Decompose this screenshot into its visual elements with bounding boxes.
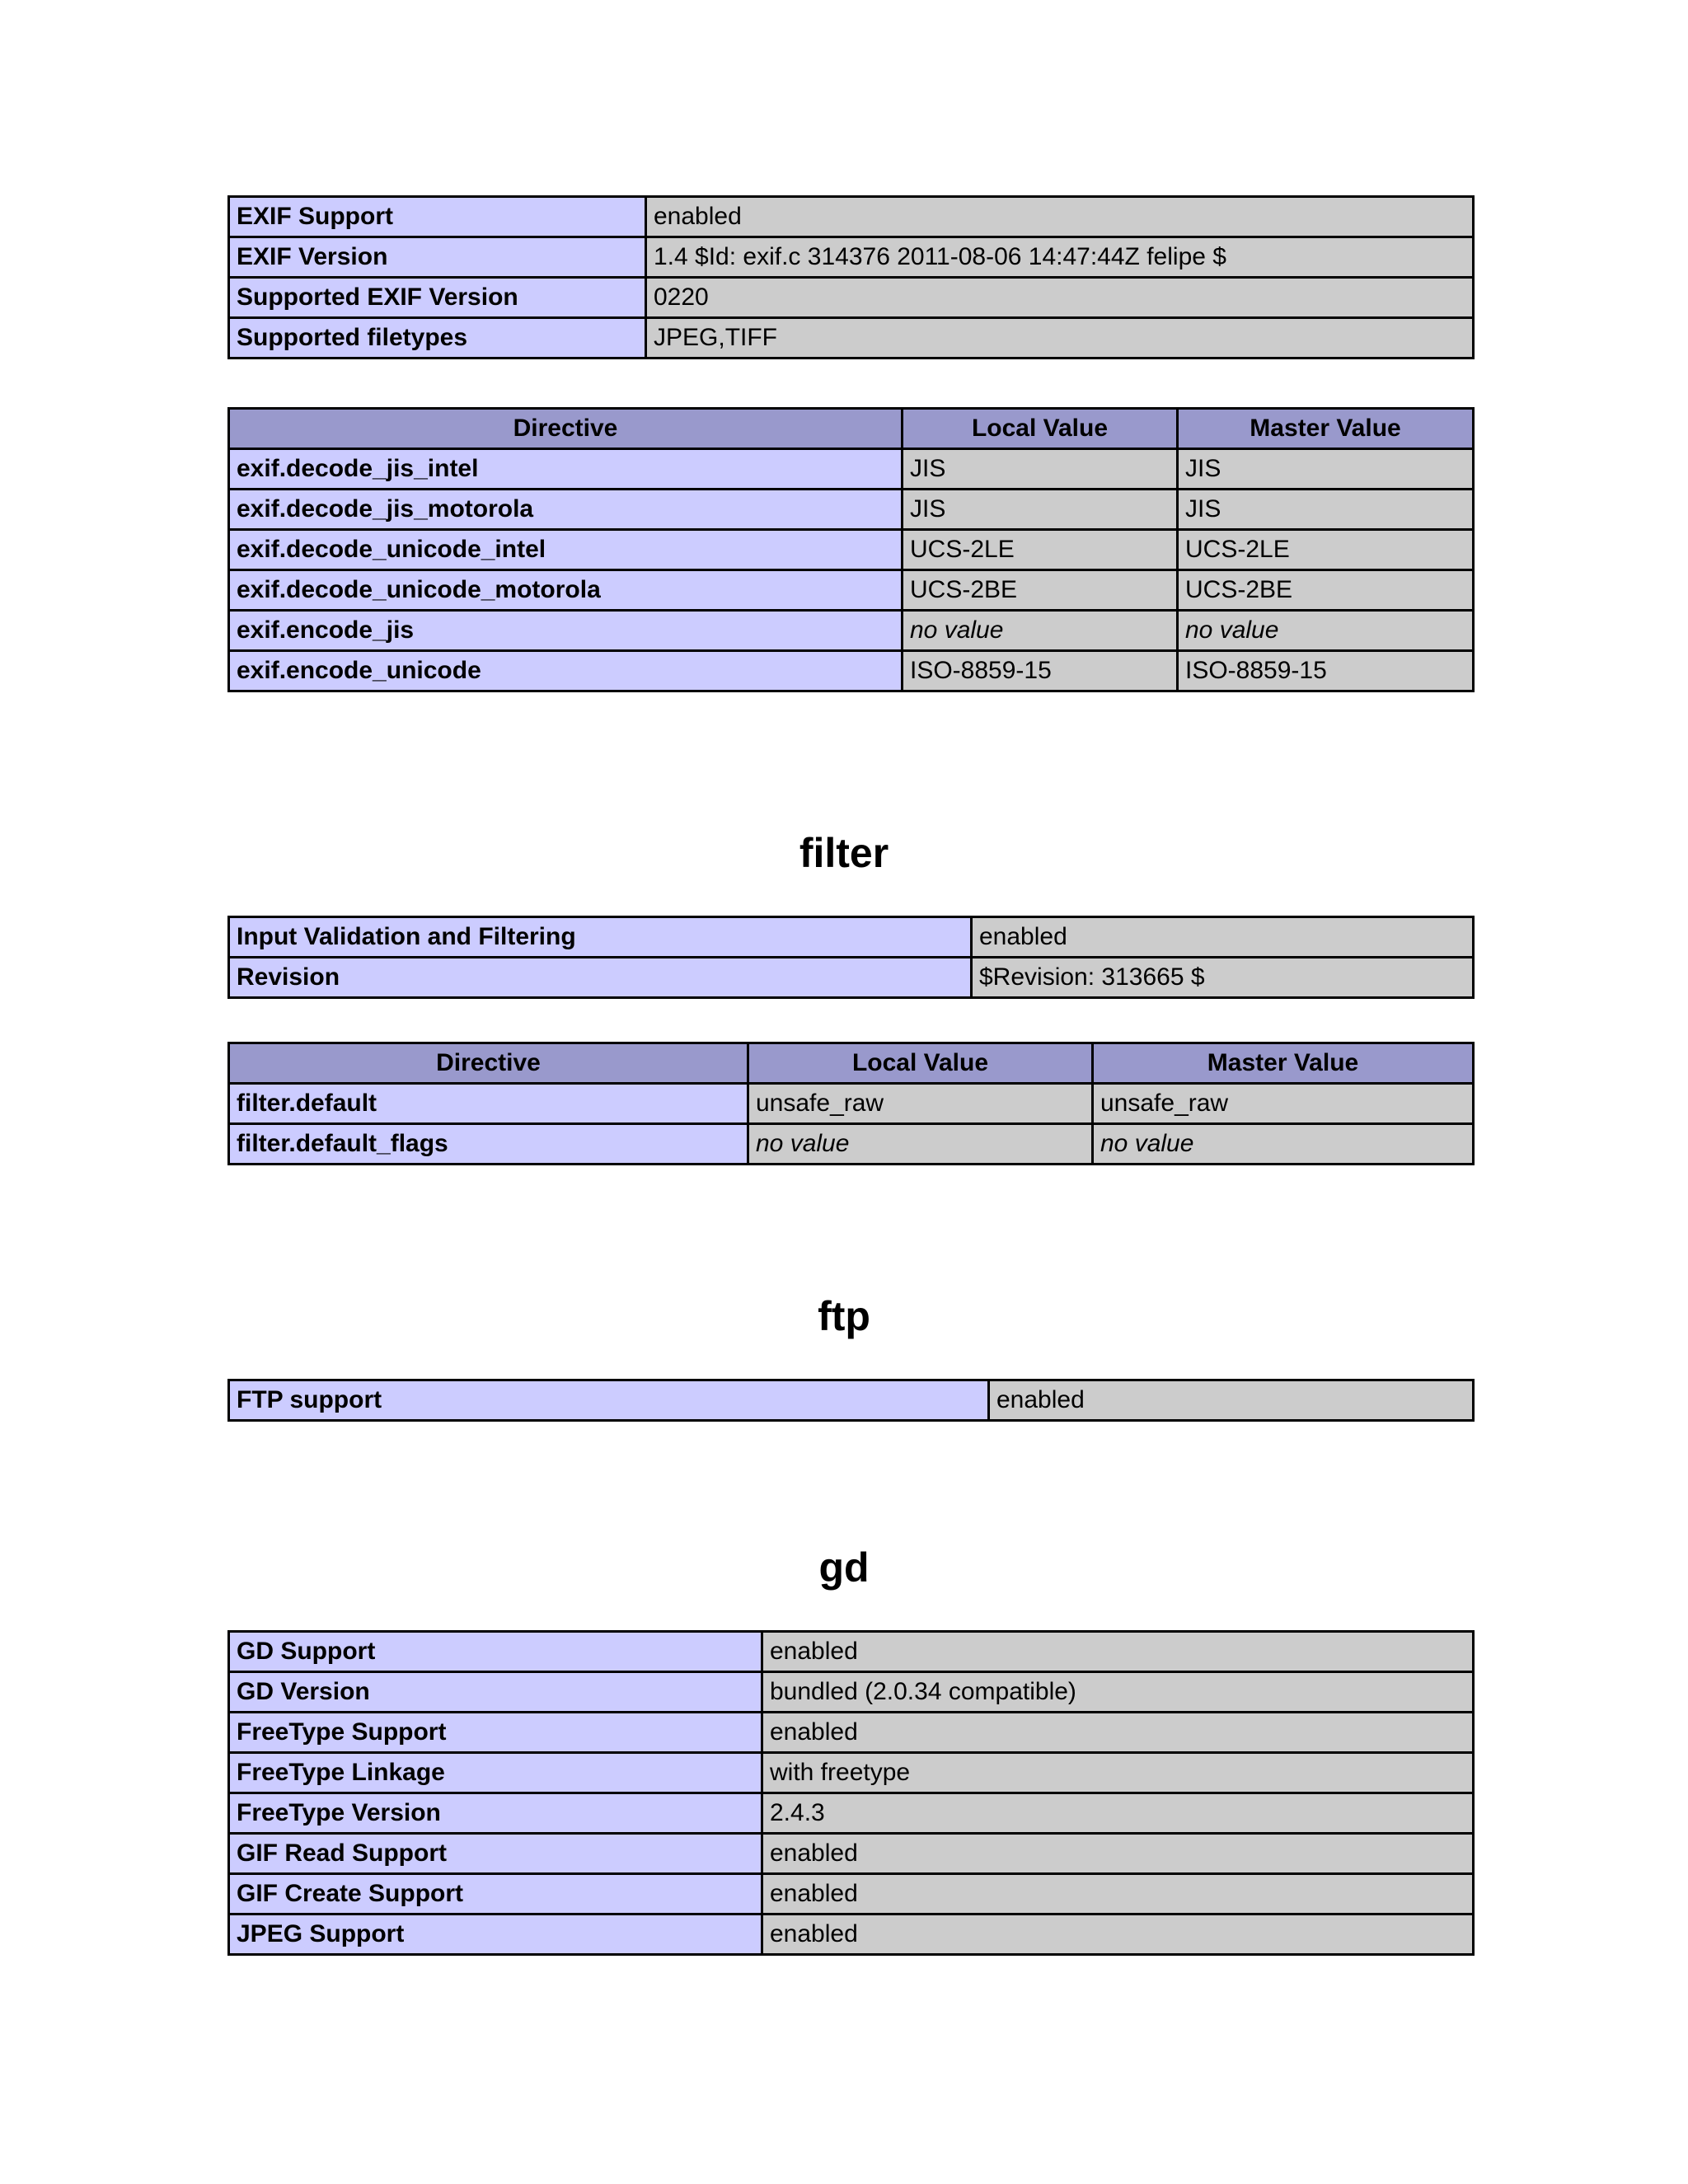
table-row xyxy=(229,237,1474,278)
local-value: UCS-2LE xyxy=(903,530,1178,570)
table-header-row xyxy=(229,1043,1474,1084)
info-value: enabled xyxy=(762,1632,1474,1672)
table-row xyxy=(229,1672,1474,1713)
master-value: no value xyxy=(1178,611,1474,651)
local-value: JIS xyxy=(903,490,1178,530)
directive-name: exif.encode_unicode xyxy=(229,651,903,691)
section-title-gd: gd xyxy=(818,1544,870,1591)
master-value: unsafe_raw xyxy=(1093,1084,1474,1124)
gd-info-table xyxy=(227,1630,1475,1956)
table-row xyxy=(229,490,1474,530)
column-header-master-value: Master Value xyxy=(1178,409,1474,449)
info-value: bundled (2.0.34 compatible) xyxy=(762,1672,1474,1713)
info-value: 2.4.3 xyxy=(762,1793,1474,1834)
table-row xyxy=(229,917,1474,958)
info-value: enabled xyxy=(989,1380,1474,1421)
filter-info-table xyxy=(227,916,1475,999)
info-value: enabled xyxy=(762,1713,1474,1753)
local-value: ISO-8859-15 xyxy=(903,651,1178,691)
master-value: ISO-8859-15 xyxy=(1178,651,1474,691)
column-header-local-value: Local Value xyxy=(748,1043,1093,1084)
table-row xyxy=(229,1834,1474,1874)
column-header-directive: Directive xyxy=(229,409,903,449)
table-row xyxy=(229,1632,1474,1672)
info-value: enabled xyxy=(762,1915,1474,1955)
table-row xyxy=(229,318,1474,359)
info-value: $Revision: 313665 $ xyxy=(972,958,1474,998)
table-row xyxy=(229,1915,1474,1955)
local-value: no value xyxy=(748,1124,1093,1165)
local-value: no value xyxy=(903,611,1178,651)
directive-name: exif.encode_jis xyxy=(229,611,903,651)
master-value: JIS xyxy=(1178,449,1474,490)
table-row xyxy=(229,1084,1474,1124)
directive-name: filter.default xyxy=(229,1084,748,1124)
info-label: GD Version xyxy=(229,1672,762,1713)
exif-directives-table xyxy=(227,407,1475,692)
table-row xyxy=(229,651,1474,691)
info-label: FreeType Support xyxy=(229,1713,762,1753)
table-row xyxy=(229,197,1474,237)
ftp-info-table xyxy=(227,1379,1475,1422)
exif-info-table xyxy=(227,195,1475,359)
column-header-local-value: Local Value xyxy=(903,409,1178,449)
info-value: enabled xyxy=(762,1834,1474,1874)
section-title-ftp: ftp xyxy=(818,1293,870,1339)
section-title-filter: filter xyxy=(799,830,889,876)
table-row xyxy=(229,449,1474,490)
master-value: UCS-2LE xyxy=(1178,530,1474,570)
info-label: EXIF Version xyxy=(229,237,646,278)
info-label: JPEG Support xyxy=(229,1915,762,1955)
local-value: UCS-2BE xyxy=(903,570,1178,611)
info-value: enabled xyxy=(646,197,1474,237)
info-label: FreeType Linkage xyxy=(229,1753,762,1793)
info-label: Revision xyxy=(229,958,972,998)
local-value: JIS xyxy=(903,449,1178,490)
table-row xyxy=(229,1713,1474,1753)
directive-name: exif.decode_jis_intel xyxy=(229,449,903,490)
info-label: EXIF Support xyxy=(229,197,646,237)
table-row xyxy=(229,278,1474,318)
table-row xyxy=(229,1874,1474,1915)
table-row xyxy=(229,1793,1474,1834)
filter-directives-table xyxy=(227,1042,1475,1165)
table-row xyxy=(229,611,1474,651)
info-value: JPEG,TIFF xyxy=(646,318,1474,359)
table-row xyxy=(229,1753,1474,1793)
table-row xyxy=(229,530,1474,570)
table-row xyxy=(229,958,1474,998)
master-value: JIS xyxy=(1178,490,1474,530)
info-value: with freetype xyxy=(762,1753,1474,1793)
local-value: unsafe_raw xyxy=(748,1084,1093,1124)
info-label: GIF Read Support xyxy=(229,1834,762,1874)
directive-name: exif.decode_jis_motorola xyxy=(229,490,903,530)
directive-name: filter.default_flags xyxy=(229,1124,748,1165)
directive-name: exif.decode_unicode_motorola xyxy=(229,570,903,611)
table-row xyxy=(229,570,1474,611)
master-value: no value xyxy=(1093,1124,1474,1165)
directive-name: exif.decode_unicode_intel xyxy=(229,530,903,570)
table-header-row xyxy=(229,409,1474,449)
info-value: enabled xyxy=(762,1874,1474,1915)
info-label: Supported EXIF Version xyxy=(229,278,646,318)
info-value: enabled xyxy=(972,917,1474,958)
info-label: FTP support xyxy=(229,1380,989,1421)
column-header-master-value: Master Value xyxy=(1093,1043,1474,1084)
table-row xyxy=(229,1380,1474,1421)
info-label: Input Validation and Filtering xyxy=(229,917,972,958)
info-value: 0220 xyxy=(646,278,1474,318)
column-header-directive: Directive xyxy=(229,1043,748,1084)
info-value: 1.4 $Id: exif.c 314376 2011-08-06 14:47:44Z felipe $ xyxy=(646,237,1474,278)
master-value: UCS-2BE xyxy=(1178,570,1474,611)
table-row xyxy=(229,1124,1474,1165)
info-label: GD Support xyxy=(229,1632,762,1672)
info-label: Supported filetypes xyxy=(229,318,646,359)
info-label: FreeType Version xyxy=(229,1793,762,1834)
info-label: GIF Create Support xyxy=(229,1874,762,1915)
